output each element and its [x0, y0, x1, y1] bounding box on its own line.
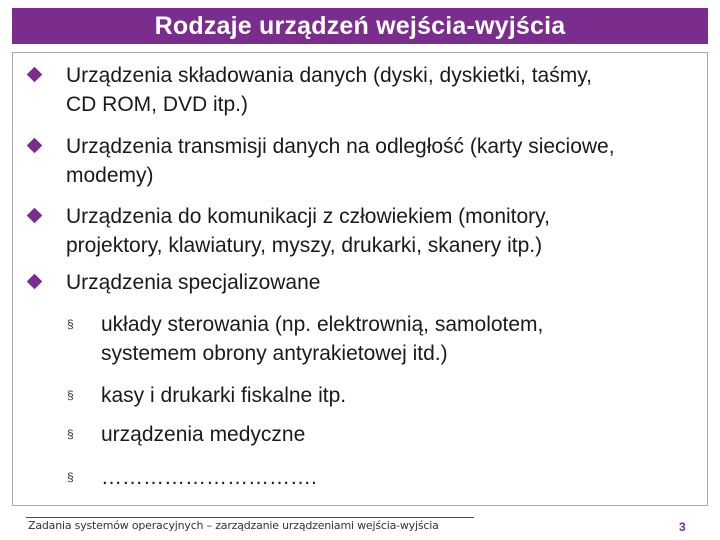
- subbullet-text: kasy i drukarki fiskalne itp.: [101, 384, 347, 407]
- slide-title-bar: [12, 8, 708, 44]
- page-number: 3: [679, 520, 686, 534]
- square-bullet-icon: §: [67, 470, 74, 484]
- square-bullet-icon: §: [67, 388, 74, 402]
- bullet-text: projektory, klawiatury, myszy, drukarki, skanery itp.): [66, 234, 543, 257]
- bullet-text: modemy): [66, 164, 154, 187]
- bullet-item: [13, 202, 707, 260]
- diamond-bullet-icon: [27, 274, 43, 290]
- diamond-bullet-icon: [27, 138, 43, 154]
- bullet-text: Urządzenia składowania danych (dyski, dyskietki, taśmy,: [66, 64, 592, 87]
- square-bullet-icon: §: [67, 317, 74, 331]
- footer-divider: [26, 517, 474, 518]
- bullet-text: Urządzenia specjalizowane: [66, 271, 321, 294]
- diamond-bullet-icon: [27, 67, 43, 83]
- bullet-item: [13, 132, 707, 190]
- bullet-text: Urządzenia transmisji danych na odległość (karty sieciowe,: [66, 135, 615, 158]
- slide-title: Rodzaje urządzeń wejścia-wyjścia: [154, 11, 566, 40]
- diamond-bullet-icon: [27, 208, 43, 224]
- bullet-text: CD ROM, DVD itp.): [66, 93, 249, 116]
- square-bullet-icon: §: [67, 427, 74, 441]
- subbullet-text: ………………………….: [101, 466, 317, 489]
- bullet-item: [13, 268, 707, 297]
- subbullet-text: urządzenia medyczne: [101, 423, 306, 446]
- subbullet-item: [13, 420, 707, 449]
- subbullet-text: układy sterowania (np. elektrownią, samolotem,: [101, 313, 544, 336]
- subbullet-text: systemem obrony antyrakietowej itd.): [101, 342, 448, 365]
- subbullet-item: [13, 381, 707, 410]
- slide-content: [12, 52, 708, 506]
- footer-text: Zadania systemów operacyjnych – zarządzanie urządzeniami wejścia-wyjścia: [28, 519, 439, 532]
- bullet-item: [13, 61, 707, 119]
- bullet-text: Urządzenia do komunikacji z człowiekiem (monitory,: [66, 205, 550, 228]
- subbullet-item: [13, 310, 707, 368]
- subbullet-item: [13, 463, 707, 492]
